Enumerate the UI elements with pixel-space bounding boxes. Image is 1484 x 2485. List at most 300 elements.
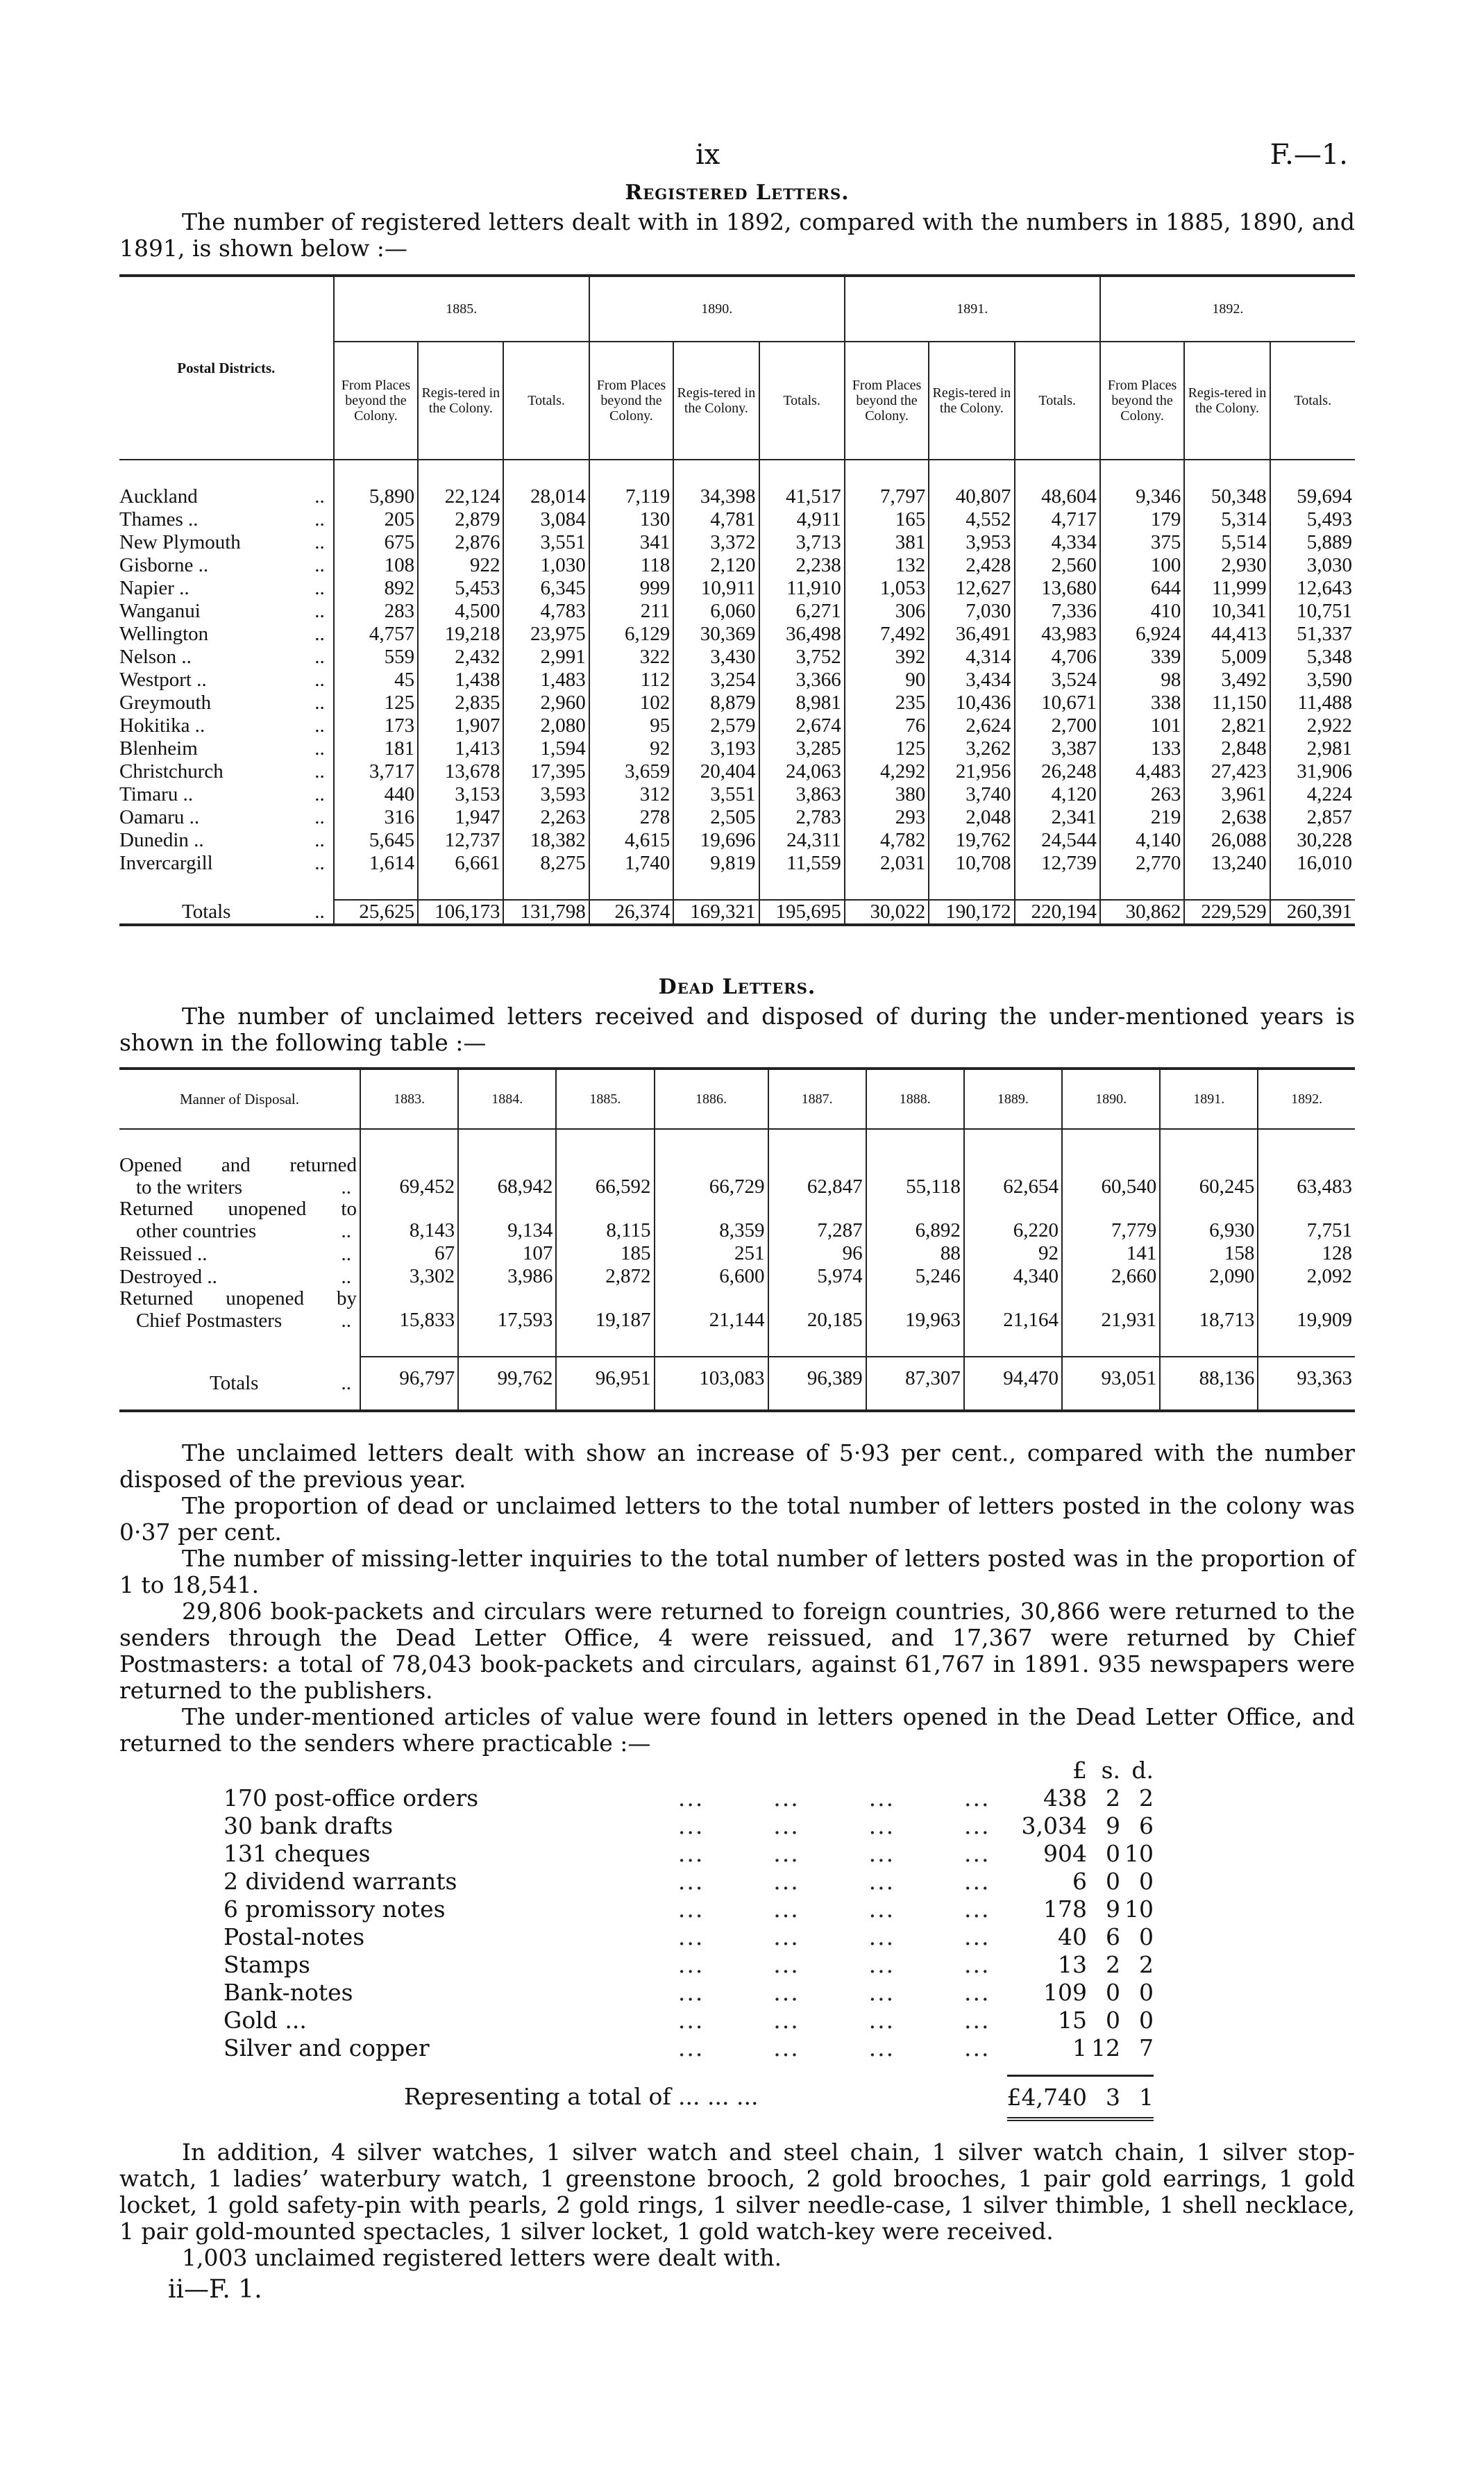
value-cell: 6,345: [503, 577, 589, 600]
value-cell: 3,659: [589, 760, 673, 783]
value-cell: 3,961: [1184, 783, 1270, 806]
value-cell: 19,963: [866, 1309, 964, 1332]
value-cell: 2,848: [1184, 737, 1270, 760]
table-row: [119, 508, 1355, 531]
total-cell: 106,173: [418, 900, 503, 925]
value-cell: 8,143: [360, 1219, 458, 1242]
value-cell: 100: [1100, 554, 1184, 577]
value-cell: 392: [845, 646, 929, 669]
column-subheader: Regis-tered in the Colony.: [929, 342, 1014, 460]
district-name: Hokitika ..: [119, 714, 205, 737]
valuable-item-row: [224, 2007, 1154, 2034]
value-cell: 3,986: [458, 1265, 556, 1288]
leader-dots: ... ... ... ...: [677, 1979, 990, 2006]
value-cell: 5,246: [866, 1265, 964, 1288]
value-cell: 263: [1100, 783, 1184, 806]
value-cell: 5,645: [334, 829, 418, 852]
value-cell: 1,907: [418, 714, 503, 737]
item-shillings: 12: [1091, 2034, 1120, 2061]
district-name: Christchurch: [119, 760, 224, 783]
value-cell: 62,654: [964, 1175, 1062, 1198]
valuable-item-row: [224, 1840, 1154, 1868]
value-cell: 922: [418, 554, 503, 577]
table-row-label-line: [119, 1198, 1355, 1219]
totals-row: [119, 900, 1355, 925]
district-cell: [119, 508, 334, 531]
value-cell: 17,593: [458, 1309, 556, 1332]
value-cell: 88: [866, 1242, 964, 1265]
leader-dots: ..: [314, 508, 325, 530]
value-cell: 1,614: [334, 852, 418, 875]
value-cell: 96: [768, 1242, 866, 1265]
item-name: Bank-notes: [224, 1979, 353, 2006]
district-name: Invercargill: [119, 852, 213, 874]
item-pounds: 3,034: [1021, 1812, 1087, 1839]
value-cell: 13,240: [1184, 852, 1270, 875]
item-name: 170 post-office orders: [224, 1784, 479, 1812]
year-header: 1889.: [964, 1069, 1062, 1129]
total-label: Representing a total of ... ... ...: [404, 2083, 759, 2111]
value-cell: 2,638: [1184, 806, 1270, 829]
value-cell: 11,910: [759, 577, 845, 600]
value-cell: 3,524: [1015, 669, 1100, 692]
value-cell: 7,336: [1015, 600, 1100, 623]
value-cell: 2,835: [418, 692, 503, 714]
value-cell: 8,981: [759, 692, 845, 714]
total-cell: 30,022: [845, 900, 929, 925]
dead-letters-table: [119, 1067, 1355, 1412]
item-pence: 0: [1139, 1979, 1154, 2006]
value-cell: 312: [589, 783, 673, 806]
value-cell: 2,876: [418, 531, 503, 554]
value-cell: 3,372: [673, 531, 759, 554]
value-cell: 1,030: [503, 554, 589, 577]
year-header: 1890.: [1062, 1069, 1160, 1129]
value-cell: 10,341: [1184, 600, 1270, 623]
value-cell: 675: [334, 531, 418, 554]
value-cell: 1,053: [845, 577, 929, 600]
value-cell: 36,498: [759, 623, 845, 646]
leader-dots: ..: [314, 554, 325, 576]
value-cell: 4,340: [964, 1265, 1062, 1288]
table-row: [119, 646, 1355, 669]
value-cell: 66,592: [556, 1175, 654, 1198]
value-cell: 5,493: [1270, 508, 1355, 531]
value-cell: 1,438: [418, 669, 503, 692]
value-cell: 101: [1100, 714, 1184, 737]
item-pence: 0: [1139, 1923, 1154, 1950]
value-cell: 3,430: [673, 646, 759, 669]
value-cell: 34,398: [673, 485, 759, 508]
district-cell: [119, 577, 334, 600]
valuable-item-row: [224, 1812, 1154, 1840]
district-cell: [119, 485, 334, 508]
value-cell: 41,517: [759, 485, 845, 508]
disposal-cell: [119, 1175, 360, 1198]
value-cell: 1,594: [503, 737, 589, 760]
value-cell: 10,911: [673, 577, 759, 600]
value-cell: 2,048: [929, 806, 1014, 829]
leader-dots: ..: [314, 577, 325, 599]
value-cell: 6,924: [1100, 623, 1184, 646]
value-cell: 179: [1100, 508, 1184, 531]
value-cell: 133: [1100, 737, 1184, 760]
disposal-label: other countries: [136, 1219, 257, 1242]
value-cell: 2,981: [1270, 737, 1355, 760]
value-cell: 23,975: [503, 623, 589, 646]
manner-of-disposal-header: Manner of Disposal.: [179, 1091, 300, 1107]
value-cell: 24,544: [1015, 829, 1100, 852]
value-cell: 3,492: [1184, 669, 1270, 692]
value-cell: 18,382: [503, 829, 589, 852]
value-cell: 7,751: [1258, 1219, 1355, 1242]
district-name: Gisborne ..: [119, 554, 209, 576]
value-cell: 205: [334, 508, 418, 531]
value-cell: 66,729: [655, 1175, 768, 1198]
item-pounds: 109: [1043, 1979, 1087, 2006]
leader-dots: ... ... ... ...: [677, 1812, 990, 1839]
leader-dots: ..: [314, 783, 325, 805]
district-name: New Plymouth: [119, 531, 241, 553]
value-cell: 36,491: [929, 623, 1014, 646]
value-cell: 15,833: [360, 1309, 458, 1332]
value-cell: 18,713: [1160, 1309, 1258, 1332]
value-cell: 3,953: [929, 531, 1014, 554]
item-pence: 7: [1139, 2034, 1154, 2061]
articles-of-value-table: [224, 1757, 1154, 2121]
value-cell: 5,890: [334, 485, 418, 508]
value-cell: 60,540: [1062, 1175, 1160, 1198]
value-cell: 141: [1062, 1242, 1160, 1265]
value-cell: 48,604: [1015, 485, 1100, 508]
additional-items-paragraph: In addition, 4 silver watches, 1 silver watch and steel chain, 1 silver watch chain, 1 silver stop-watch, 1 ladies’ waterbury watch, 1 greenstone brooch, 2 gold brooches, 1 pair gold earrings, 1 gold locket, 1 gold safety-pin with pearls, 2 gold rings, 1 silver needle-case, 1 silver thimble, 1 shell necklace, 1 pair gold-mounted spectacles, 1 silver locket, 1 gold watch-key were received.: [119, 2139, 1355, 2245]
paragraph: The under-mentioned articles of value were found in letters opened in the Dead Letter Office, and returned to the senders where practicable :—: [119, 1703, 1355, 1757]
value-cell: 130: [589, 508, 673, 531]
value-cell: 125: [845, 737, 929, 760]
value-cell: 235: [845, 692, 929, 714]
value-cell: 283: [334, 600, 418, 623]
total-cell: 169,321: [673, 900, 759, 925]
value-cell: 40,807: [929, 485, 1014, 508]
value-cell: 21,931: [1062, 1309, 1160, 1332]
year-header: 1884.: [458, 1069, 556, 1129]
dead-letters-intro: The number of unclaimed letters received and disposed of during the under-mentioned years is shown in the following table :—: [119, 1003, 1355, 1056]
value-cell: 4,911: [759, 508, 845, 531]
table-row: [119, 531, 1355, 554]
totals-row: [119, 1357, 1355, 1411]
value-cell: 1,483: [503, 669, 589, 692]
year-header: 1887.: [768, 1069, 866, 1129]
value-cell: 44,413: [1184, 623, 1270, 646]
value-cell: 63,483: [1258, 1175, 1355, 1198]
value-cell: 341: [589, 531, 673, 554]
table-row: [119, 1265, 1355, 1288]
value-cell: 2,263: [503, 806, 589, 829]
table-row: [119, 577, 1355, 600]
value-cell: 125: [334, 692, 418, 714]
total-cell: 103,083: [655, 1357, 768, 1411]
valuable-item-row: [224, 1923, 1154, 1951]
item-pounds: 15: [1058, 2007, 1087, 2034]
value-cell: 644: [1100, 577, 1184, 600]
value-cell: 2,660: [1062, 1265, 1160, 1288]
total-cell: 96,389: [768, 1357, 866, 1411]
leader-dots: ..: [341, 1265, 351, 1288]
item-pence: 10: [1124, 1896, 1154, 1923]
value-cell: 13,678: [418, 760, 503, 783]
totals-label: Totals: [210, 1372, 259, 1394]
value-cell: 4,140: [1100, 829, 1184, 852]
value-cell: 30,369: [673, 623, 759, 646]
value-cell: 1,947: [418, 806, 503, 829]
value-cell: 306: [845, 600, 929, 623]
value-cell: 3,551: [503, 531, 589, 554]
value-cell: 3,863: [759, 783, 845, 806]
table-row-label-line: [119, 1288, 1355, 1309]
value-cell: 10,708: [929, 852, 1014, 875]
year-header: 1888.: [866, 1069, 964, 1129]
table-row: [119, 1242, 1355, 1265]
value-cell: 43,983: [1015, 623, 1100, 646]
registered-letters-title: Registered Letters.: [625, 181, 850, 205]
value-cell: 3,254: [673, 669, 759, 692]
value-cell: 165: [845, 508, 929, 531]
value-cell: 4,120: [1015, 783, 1100, 806]
value-cell: 95: [589, 714, 673, 737]
value-cell: 28,014: [503, 485, 589, 508]
value-cell: 9,134: [458, 1219, 556, 1242]
column-subheader: From Places beyond the Colony.: [1100, 342, 1184, 460]
leader-dots: ... ... ... ...: [677, 2034, 990, 2061]
district-cell: [119, 669, 334, 692]
district-cell: [119, 531, 334, 554]
postal-districts-header: Postal Districts.: [119, 276, 334, 460]
value-cell: 50,348: [1184, 485, 1270, 508]
disposal-label-line1: Returned unopened by: [119, 1287, 357, 1310]
value-cell: 4,615: [589, 829, 673, 852]
item-shillings: 0: [1106, 2007, 1120, 2034]
disposal-cell: [119, 1242, 360, 1265]
leader-dots: ..: [314, 646, 325, 668]
pence-header: d.: [1131, 1757, 1154, 1784]
year-header: 1890.: [589, 276, 845, 342]
item-pence: 10: [1124, 1840, 1154, 1867]
value-cell: 30,228: [1270, 829, 1355, 852]
district-name: Greymouth: [119, 692, 212, 714]
total-cell: 99,762: [458, 1357, 556, 1411]
value-cell: 4,314: [929, 646, 1014, 669]
value-cell: 559: [334, 646, 418, 669]
value-cell: 11,559: [759, 852, 845, 875]
item-name: Gold ...: [224, 2007, 307, 2034]
paragraph: The proportion of dead or unclaimed letters to the total number of letters posted in the colony was 0·37 per cent.: [119, 1492, 1355, 1546]
value-cell: 3,590: [1270, 669, 1355, 692]
column-subheader: Totals.: [1270, 342, 1355, 460]
value-cell: 2,872: [556, 1265, 654, 1288]
paragraph: The unclaimed letters dealt with show an increase of 5·93 per cent., compared with the number disposed of the previous year.: [119, 1439, 1355, 1493]
value-cell: 21,956: [929, 760, 1014, 783]
item-pounds: 178: [1043, 1896, 1087, 1923]
value-cell: 3,752: [759, 646, 845, 669]
leader-dots: ... ... ... ...: [677, 2007, 990, 2034]
paragraph: The number of missing-letter inquiries to the total number of letters posted was in the proportion of 1 to 18,541.: [119, 1545, 1355, 1598]
item-name: 30 bank drafts: [224, 1812, 394, 1839]
disposal-label: Reissued ..: [119, 1242, 208, 1265]
value-cell: 4,757: [334, 623, 418, 646]
leader-dots: ..: [314, 806, 325, 828]
table-row: [119, 623, 1355, 646]
district-name: Thames ..: [119, 508, 199, 530]
value-cell: 2,821: [1184, 714, 1270, 737]
disposal-cell: [119, 1265, 360, 1288]
value-cell: 7,779: [1062, 1219, 1160, 1242]
value-cell: 6,930: [1160, 1219, 1258, 1242]
value-cell: 21,144: [655, 1309, 768, 1332]
value-cell: 12,643: [1270, 577, 1355, 600]
value-cell: 173: [334, 714, 418, 737]
value-cell: 13,680: [1015, 577, 1100, 600]
leader-dots: ..: [314, 692, 325, 714]
value-cell: 7,119: [589, 485, 673, 508]
value-cell: 278: [589, 806, 673, 829]
item-pounds: 40: [1058, 1923, 1087, 1950]
column-subheader: Regis-tered in the Colony.: [418, 342, 503, 460]
item-pence: 2: [1139, 1784, 1154, 1812]
value-cell: 92: [964, 1242, 1062, 1265]
column-subheader: Totals.: [503, 342, 589, 460]
value-cell: 3,193: [673, 737, 759, 760]
table-row: [119, 600, 1355, 623]
value-cell: 45: [334, 669, 418, 692]
value-cell: 2,579: [673, 714, 759, 737]
value-cell: 2,090: [1160, 1265, 1258, 1288]
totals-label: Totals: [182, 900, 231, 923]
value-cell: 6,271: [759, 600, 845, 623]
value-cell: 3,366: [759, 669, 845, 692]
value-cell: 16,010: [1270, 852, 1355, 875]
value-cell: 251: [655, 1242, 768, 1265]
leader-dots: ..: [314, 600, 325, 622]
value-cell: 2,560: [1015, 554, 1100, 577]
value-cell: 2,991: [503, 646, 589, 669]
pounds-header: £: [1072, 1757, 1087, 1784]
value-cell: 181: [334, 737, 418, 760]
value-cell: 2,080: [503, 714, 589, 737]
table-row: [119, 1219, 1355, 1242]
total-cell: 190,172: [929, 900, 1014, 925]
item-name: Postal-notes: [224, 1923, 365, 1950]
valuable-item-row: [224, 1896, 1154, 1923]
leader-dots: ..: [341, 1219, 351, 1242]
value-cell: 92: [589, 737, 673, 760]
disposal-label: Chief Postmasters: [136, 1309, 283, 1332]
leader-dots: ..: [314, 852, 325, 874]
footer-reference: ii—F. 1.: [168, 2275, 262, 2304]
value-cell: 5,514: [1184, 531, 1270, 554]
leader-dots: ..: [314, 531, 325, 553]
value-cell: 4,292: [845, 760, 929, 783]
value-cell: 440: [334, 783, 418, 806]
page-header: [119, 0, 1355, 181]
value-cell: 4,552: [929, 508, 1014, 531]
value-cell: 3,030: [1270, 554, 1355, 577]
year-header: 1886.: [655, 1069, 768, 1129]
value-cell: 26,088: [1184, 829, 1270, 852]
disposal-label-line1: Returned unopened to: [119, 1198, 357, 1220]
district-cell: [119, 554, 334, 577]
totals-cell: [119, 1357, 360, 1411]
leader-dots: ... ... ... ...: [677, 1784, 990, 1812]
registered-letters-table: [119, 274, 1355, 926]
column-subheader: From Places beyond the Colony.: [845, 342, 929, 460]
paragraph: 29,806 book-packets and circulars were returned to foreign countries, 30,866 were returned to the senders through the Dead Letter Office, 4 were reissued, and 17,367 were returned by Chief Postmasters: a total of 78,043 book-packets and circulars, against 61,767 in 1891. 935 newspapers were returned to the publishers.: [119, 1598, 1355, 1704]
value-cell: 3,593: [503, 783, 589, 806]
document-reference: F.—1.: [1270, 139, 1348, 171]
district-cell: [119, 829, 334, 852]
value-cell: 90: [845, 669, 929, 692]
value-cell: 132: [845, 554, 929, 577]
value-cell: 338: [1100, 692, 1184, 714]
value-cell: 2,770: [1100, 852, 1184, 875]
value-cell: 3,434: [929, 669, 1014, 692]
value-cell: 19,909: [1258, 1309, 1355, 1332]
value-cell: 3,302: [360, 1265, 458, 1288]
column-subheader: From Places beyond the Colony.: [589, 342, 673, 460]
commentary: [119, 1440, 1355, 1757]
value-cell: 11,999: [1184, 577, 1270, 600]
value-cell: 4,334: [1015, 531, 1100, 554]
district-name: Dunedin ..: [119, 829, 204, 851]
value-cell: 62,847: [768, 1175, 866, 1198]
leader-dots: ..: [314, 623, 325, 645]
value-cell: 2,783: [759, 806, 845, 829]
leader-dots: ..: [341, 1372, 351, 1394]
leader-dots: ... ... ... ...: [677, 1840, 990, 1867]
valuables-total-row: [224, 2076, 1154, 2112]
value-cell: 2,879: [418, 508, 503, 531]
value-cell: 375: [1100, 531, 1184, 554]
value-cell: 1,413: [418, 737, 503, 760]
table-row: [119, 669, 1355, 692]
total-cell: 93,051: [1062, 1357, 1160, 1411]
total-pence: 1: [1139, 2084, 1154, 2111]
page-number: ix: [695, 139, 720, 171]
total-cell: 220,194: [1015, 900, 1100, 925]
total-cell: 131,798: [503, 900, 589, 925]
column-subheader: Totals.: [759, 342, 845, 460]
item-shillings: 9: [1106, 1896, 1120, 1923]
value-cell: 185: [556, 1242, 654, 1265]
district-cell: [119, 623, 334, 646]
item-pence: 0: [1139, 2007, 1154, 2034]
leader-dots: ... ... ... ...: [677, 1868, 990, 1895]
value-cell: 6,129: [589, 623, 673, 646]
shillings-header: s.: [1101, 1757, 1120, 1784]
item-shillings: 2: [1106, 1951, 1120, 1978]
value-cell: 3,740: [929, 783, 1014, 806]
district-name: Wellington: [119, 623, 209, 645]
value-cell: 7,030: [929, 600, 1014, 623]
value-cell: 118: [589, 554, 673, 577]
table-row: [119, 1309, 1355, 1332]
value-cell: 3,717: [334, 760, 418, 783]
leader-dots: ..: [341, 1242, 351, 1265]
year-header: 1891.: [1160, 1069, 1258, 1129]
value-cell: 6,220: [964, 1219, 1062, 1242]
value-cell: 69,452: [360, 1175, 458, 1198]
value-cell: 6,892: [866, 1219, 964, 1242]
value-cell: 211: [589, 600, 673, 623]
